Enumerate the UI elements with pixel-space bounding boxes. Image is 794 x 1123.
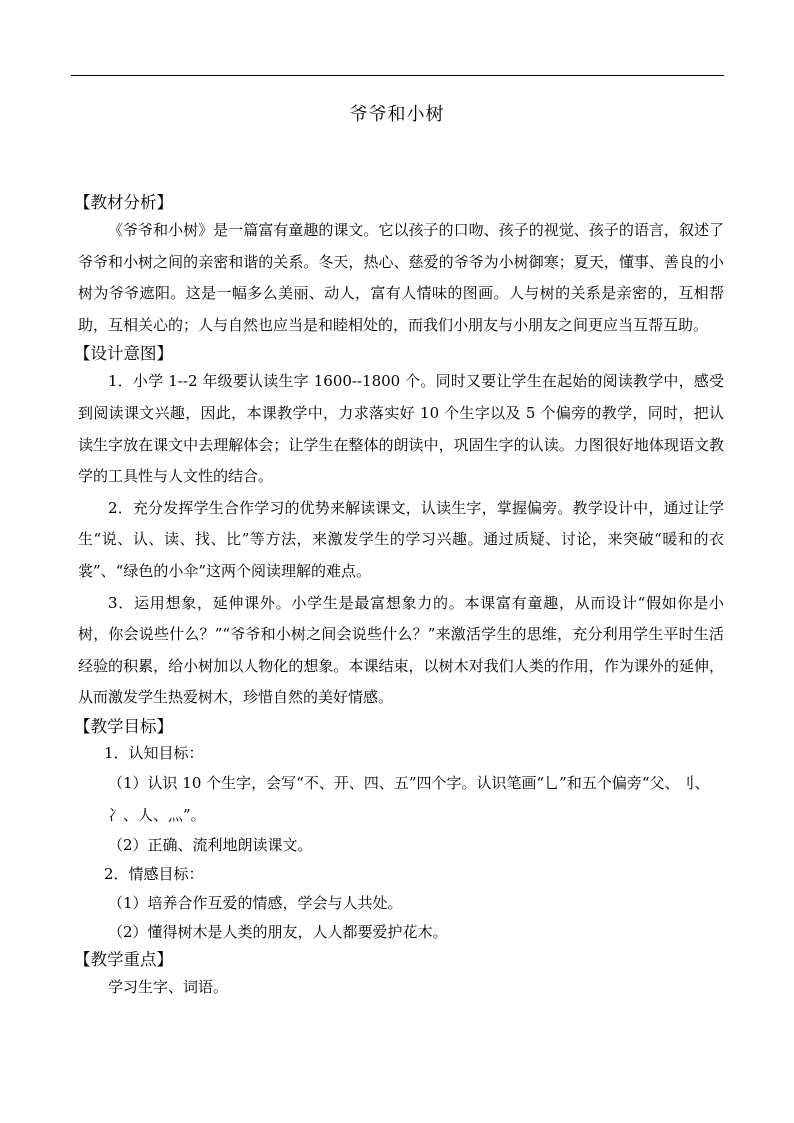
goal-emotion-item-2: （2）懂得树木是人类的朋友，人人都要爱护花木。 <box>108 923 448 942</box>
focus-paragraph: 学习生字、词语。 <box>108 978 229 997</box>
section-heading-design: 【设计意图】 <box>74 344 173 364</box>
section-heading-goals: 【教学目标】 <box>74 716 173 736</box>
goal-emotion-item-1: （1）培养合作互爱的情感，学会与人共处。 <box>108 894 403 913</box>
page-title: 爷爷和小树 <box>349 104 445 125</box>
goal-emotion-label: 2．情感目标： <box>104 865 204 884</box>
goal-cognitive-item-1: （1）认识 10 个生字，会写“不、开、四、五”四个字。认识笔画“乚”和五个偏旁“父、刂、冫、人、灬”。 <box>108 773 710 824</box>
goal-cognitive-label: 1．认知目标： <box>104 743 204 762</box>
header-rule <box>71 75 724 76</box>
design-paragraph-2: 2．充分发挥学生合作学习的优势来解读课文，认读生字，掌握偏旁。教学设计中，通过让学生“说、认、读、找、比”等方法，来激发学生的学习兴趣。通过质疑、讨论，来突破“暖和的衣裳”、“绿色的小伞”这两个阅读理解的难点。 <box>78 498 724 580</box>
analysis-paragraph: 《爷爷和小树》是一篇富有童趣的课文。它以孩子的口吻、孩子的视觉、孩子的语言，叙述了爷爷和小树之间的亲密和谐的关系。冬天，热心、慈爱的爷爷为小树御寒；夏天，懂事、善良的小树为爷爷遮阳。这是一幅多么美丽、动人，富有人情味的图画。人与树的关系是亲密的，互相帮助，互相关心的；人与自然也应当是和睦相处的，而我们小朋友与小朋友之间更应当互帮互助。 <box>78 221 724 334</box>
design-paragraph-1: 1．小学 1--2 年级要认读生字 1600--1800 个。同时又要让学生在起始的阅读教学中，感受到阅读课文兴趣，因此，本课教学中，力求落实好 10 个生字以及 5 个偏旁的教学，同时，把认读生字放在课文中去理解体会；让学生在整体的朗读中，巩固生字的认读。力图很好地体现语文教学的工具性与人文性的结合。 <box>78 372 724 486</box>
design-paragraph-3: 3．运用想象，延伸课外。小学生是最富想象力的。本课富有童趣，从而设计“假如你是小树，你会说些什么？”“爷爷和小树之间会说些什么？”来激活学生的思维，充分利用学生平时生活经验的积累，给小树加以人物化的想象。本课结束，以树木对我们人类的作用，作为课外的延伸，从而激发学生热爱树木，珍惜自然的美好情感。 <box>78 593 724 707</box>
section-heading-focus: 【教学重点】 <box>74 950 173 970</box>
document-body <box>74 190 724 1004</box>
goal-cognitive-item-2: （2）正确、流利地朗读课文。 <box>108 836 313 855</box>
section-heading-analysis: 【教材分析】 <box>74 193 173 212</box>
